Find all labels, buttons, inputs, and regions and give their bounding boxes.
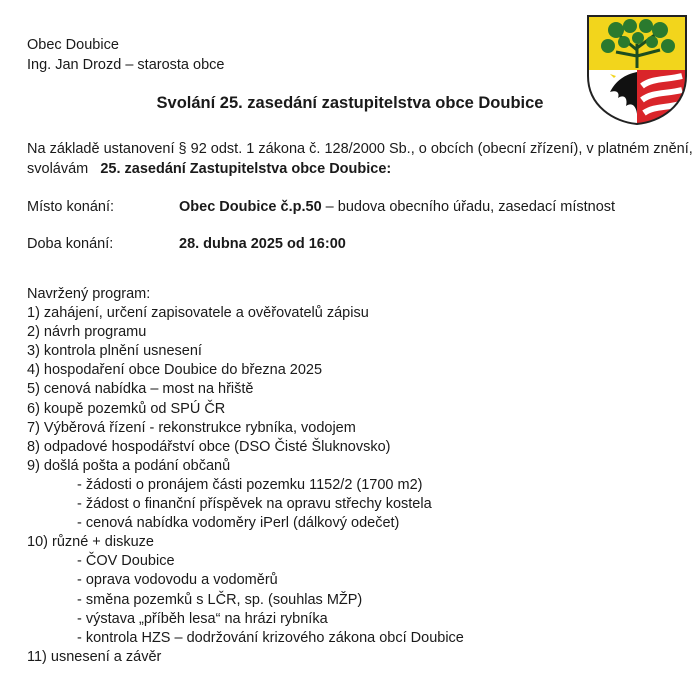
place-value (179, 199, 615, 215)
program-item: 5) cenová nabídka – most na hřiště (27, 381, 254, 398)
time-value: 28. dubna 2025 od 16:00 (179, 236, 346, 252)
program-subitem: - ČOV Doubice (77, 553, 175, 570)
intro-session: 25. zasedání Zastupitelstva obce Doubice: (100, 161, 392, 177)
program-section (27, 285, 464, 667)
program-subitem: - kontrola HZS – dodržování krizového zákona obcí Doubice (77, 629, 464, 646)
program-subitem: - cenová nabídka vodoměry iPerl (dálkový odečet) (77, 515, 400, 532)
program-list (27, 304, 464, 667)
place-address: Obec Doubice č.p.50 (179, 199, 322, 215)
program-item: 10) různé + diskuze (27, 534, 154, 551)
program-item: 3) kontrola plnění usnesení (27, 343, 202, 360)
program-subitem: - oprava vodovodu a vodoměrů (77, 572, 278, 589)
program-item: 8) odpadové hospodářství obce (DSO Čisté Šluknovsko) (27, 438, 391, 455)
program-item: 2) návrh programu (27, 324, 147, 341)
place-label: Místo konání: (27, 199, 115, 215)
program-item: 4) hospodaření obce Doubice do března 2025 (27, 362, 323, 379)
place-detail: – budova obecního úřadu, zasedací místnost (321, 199, 616, 215)
time-label: Doba konání: (27, 236, 114, 252)
program-item: 1) zahájení, určení zapisovatele a ověřovatelů zápisu (27, 305, 369, 322)
letterhead (27, 35, 224, 75)
program-item: 11) usnesení a závěr (27, 648, 162, 665)
page-title: Svolání 25. zasedání zastupitelstva obce Doubice (156, 94, 544, 112)
program-item: 6) koupě pozemků od SPÚ ČR (27, 400, 226, 417)
intro-paragraph (27, 139, 695, 179)
intro-text: Na základě ustanovení § 92 odst. 1 zákona č. 128/2000 Sb., o obcích (obecní zřízení), v platném znění, svolávám (27, 141, 693, 177)
mayor-name: Ing. Jan Drozd – starosta obce (27, 57, 225, 73)
municipality-name: Obec Doubice (27, 37, 119, 53)
program-subitem: - žádosti o pronájem části pozemku 1152/2 (1700 m2) (77, 476, 423, 493)
program-subitem: - výstava „příběh lesa“ na hrázi rybníka (77, 610, 328, 627)
program-subitem: - žádost o finanční příspěvek na opravu střechy kostela (77, 496, 432, 513)
program-heading: Navržený program: (27, 286, 151, 302)
program-item: 9) došlá pošta a podání občanů (27, 457, 231, 474)
program-subitem: - směna pozemků s LČR, sp. (souhlas MŽP) (77, 591, 363, 608)
program-item: 7) Výběrová řízení - rekonstrukce rybníka, vodojem (27, 419, 356, 436)
